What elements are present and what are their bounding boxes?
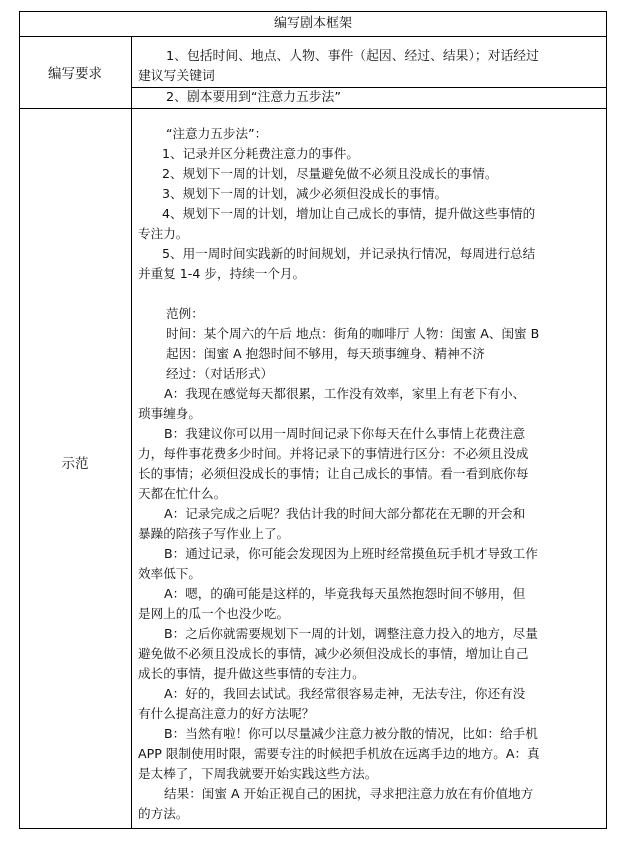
example-line: 并重复 1-4 步，持续一个月。 xyxy=(138,266,306,281)
example-line: 琐事缠身。 xyxy=(138,406,201,421)
requirements-label: 编写要求 xyxy=(48,66,102,82)
example-line: 是网上的瓜一个也没少吃。 xyxy=(138,606,290,621)
example-line: A：嗯，的确可能是这样的，毕竟我每天虽然抱怨时间不够用，但 xyxy=(164,586,526,601)
example-line: 4、规划下一周的计划，增加让自己成长的事情，提升做这些事情的 xyxy=(162,206,536,221)
example-line: 长的事情；必须但没成长的事情；让自己成长的事情。看一看到底你每 xyxy=(138,466,529,481)
example-line: A：我现在感觉每天都很累，工作没有效率，家里上有老下有小、 xyxy=(164,386,526,401)
example-line: APP 限制使用时限，需要专注的时候把手机放在远离手边的地方。A：真 xyxy=(138,746,540,761)
example-line: 天都在忙什么。 xyxy=(138,486,227,501)
example-line: B：之后你就需要规划下一周的计划，调整注意力投入的地方，尽量 xyxy=(164,626,538,641)
example-line: 经过：（对话形式） xyxy=(166,366,274,381)
example-line: 5、用一周时间实践新的时间规划，并记录执行情况，每周进行总结 xyxy=(162,246,536,261)
example-line: 3、规划下一周的计划，减少必须但没成长的事情。 xyxy=(162,186,448,201)
example-line: 时间：某个周六的午后 地点：街角的咖啡厅 人物：闺蜜 A、闺蜜 B xyxy=(166,326,540,341)
example-line: 暴躁的陪孩子写作业上了。 xyxy=(138,526,290,541)
example-line: 避免做不必须且没成长的事情，减少必须但没成长的事情，增加让自己 xyxy=(138,646,529,661)
blank-line xyxy=(138,284,604,304)
example-line: 成长的事情，提升做这些事情的专注力。 xyxy=(138,666,365,681)
example-line: 是太棒了，下周我就要开始实践这些方法。 xyxy=(138,766,378,781)
example-line: 的方法。 xyxy=(138,806,189,821)
example-line: 1、记录并区分耗费注意力的事件。 xyxy=(162,146,359,161)
example-line: B：通过记录，你可能会发现因为上班时经常摸鱼玩手机才导致工作 xyxy=(164,546,538,561)
example-body xyxy=(138,124,604,824)
example-line: B：我建议你可以用一周时间记录下你每天在什么事情上花费注意 xyxy=(164,426,526,441)
example-line: 起因：闺蜜 A 抱怨时间不够用，每天琐事缠身、精神不济 xyxy=(166,346,485,361)
example-line: 2、规划下一周的计划，尽量避免做不必须且没成长的事情。 xyxy=(162,166,498,181)
example-line: A：好的，我回去试试。我经常很容易走神，无法专注，你还有没 xyxy=(164,686,526,701)
example-line: 结果：闺蜜 A 开始正视自己的困扰，寻求把注意力放在有价值地方 xyxy=(164,786,534,801)
table-title: 编写剧本框架 xyxy=(273,16,352,31)
example-line: “注意力五步法”： xyxy=(166,126,268,141)
example-line: 范例： xyxy=(166,306,204,321)
example-line: 有什么提高注意力的好方法呢？ xyxy=(138,706,315,721)
example-line: A：记录完成之后呢？我估计我的时间大部分都花在无聊的开会和 xyxy=(164,506,526,521)
requirement-item-1-line-2: 建议写关键词 xyxy=(138,69,215,84)
row-divider xyxy=(19,36,607,37)
example-line: 专注力。 xyxy=(138,226,189,241)
row-divider xyxy=(19,108,607,109)
example-line: B：当然有啦！你可以尽量减少注意力被分散的情况，比如：给手机 xyxy=(164,726,538,741)
example-line: 效率低下。 xyxy=(138,566,201,581)
example-line: 力，每件事花费多少时间。并将记录下的事情进行区分：不必须且没成 xyxy=(138,446,529,461)
requirement-item-2: 2、剧本要用到“注意力五步法” xyxy=(166,90,341,105)
requirement-item-1-line-1: 1、包括时间、地点、人物、事件（起因、经过、结果）；对话经过 xyxy=(166,49,539,64)
column-divider xyxy=(131,36,132,829)
example-label: 示范 xyxy=(61,456,89,472)
